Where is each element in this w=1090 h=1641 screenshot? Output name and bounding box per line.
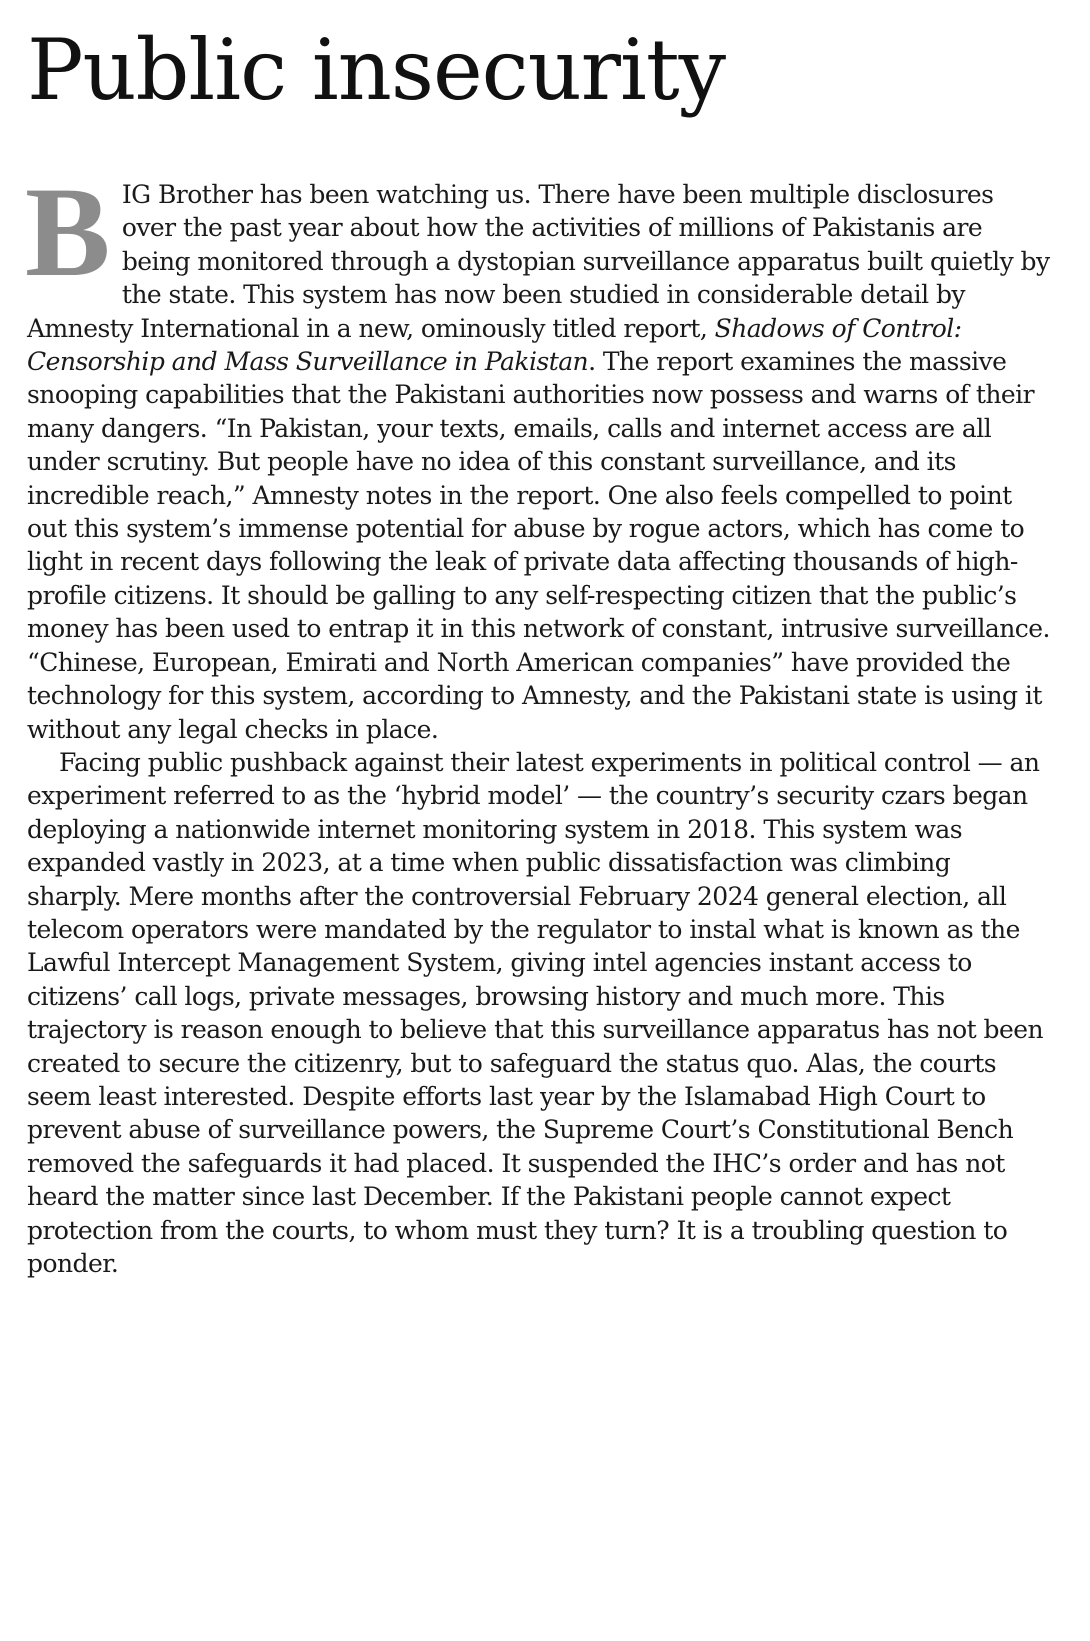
drop-cap: B — [25, 161, 110, 303]
paragraph-1-text-start: IG Brother has been watching us. There have been multiple disclosures over the past year about how the activities of millions of Pakistanis are being monitored through a dystopian surveillance apparatus built quietly by the state. This system has now been studied in considerable detail by Amnesty International in a new, ominously titled report, — [27, 180, 1050, 343]
paragraph-2 — [27, 746, 1050, 1281]
paragraph-2-text: Facing public pushback against their latest experiments in political control — an experiment referred to as the ‘hybrid model’ — the country’s security czars began deploying a nationwide internet monitoring system in 2018. This system was expanded vastly in 2023, at a time when public dissatisfaction was climbing sharply. Mere months after the controversial February 2024 general election, all telecom operators were mandated by the regulator to instal what is known as the Lawful Intercept Management System, giving intel agencies instant access to citizens’ call logs, private messages, browsing history and much more. This trajectory is reason enough to believe that this surveillance apparatus has not been created to secure the citizenry, but to safeguard the status quo. Alas, the courts seem least interested. Despite efforts last year by the Islamabad High Court to prevent abuse of surveillance powers, the Supreme Court’s Constitutional Bench removed the safeguards it had placed. It suspended the IHC’s order and has not heard the matter since last December. If the Pakistani people cannot expect protection from the courts, to whom must they turn? It is a troubling question to ponder. — [27, 747, 1044, 1278]
headline: Public insecurity — [27, 21, 726, 119]
article-body — [25, 161, 1050, 1280]
paragraph-1 — [25, 161, 1050, 746]
report-title: Shadows of Control: Censorship and Mass Surveillance in Pakistan — [27, 313, 962, 377]
paragraph-1-text-end: . The report examines the massive snooping capabilities that the Pakistani authorities now possess and warns of their many dangers. “In Pakistan, your texts, emails, calls and internet access are all under scrutiny. But people have no idea of this constant surveillance, and its incredible reach,” Amnesty notes in the report. One also feels compelled to point out this system’s immense potential for abuse by rogue actors, which has come to light in recent days following the leak of private data affecting thousands of high-profile citizens. It should be galling to any self-respecting citizen that the public’s money has been used to entrap it in this network of constant, intrusive surveillance. “Chinese, European, Emirati and North American companies” have provided the technology for this system, according to Amnesty, and the Pakistani state is using it without any legal checks in place. — [27, 347, 1050, 744]
